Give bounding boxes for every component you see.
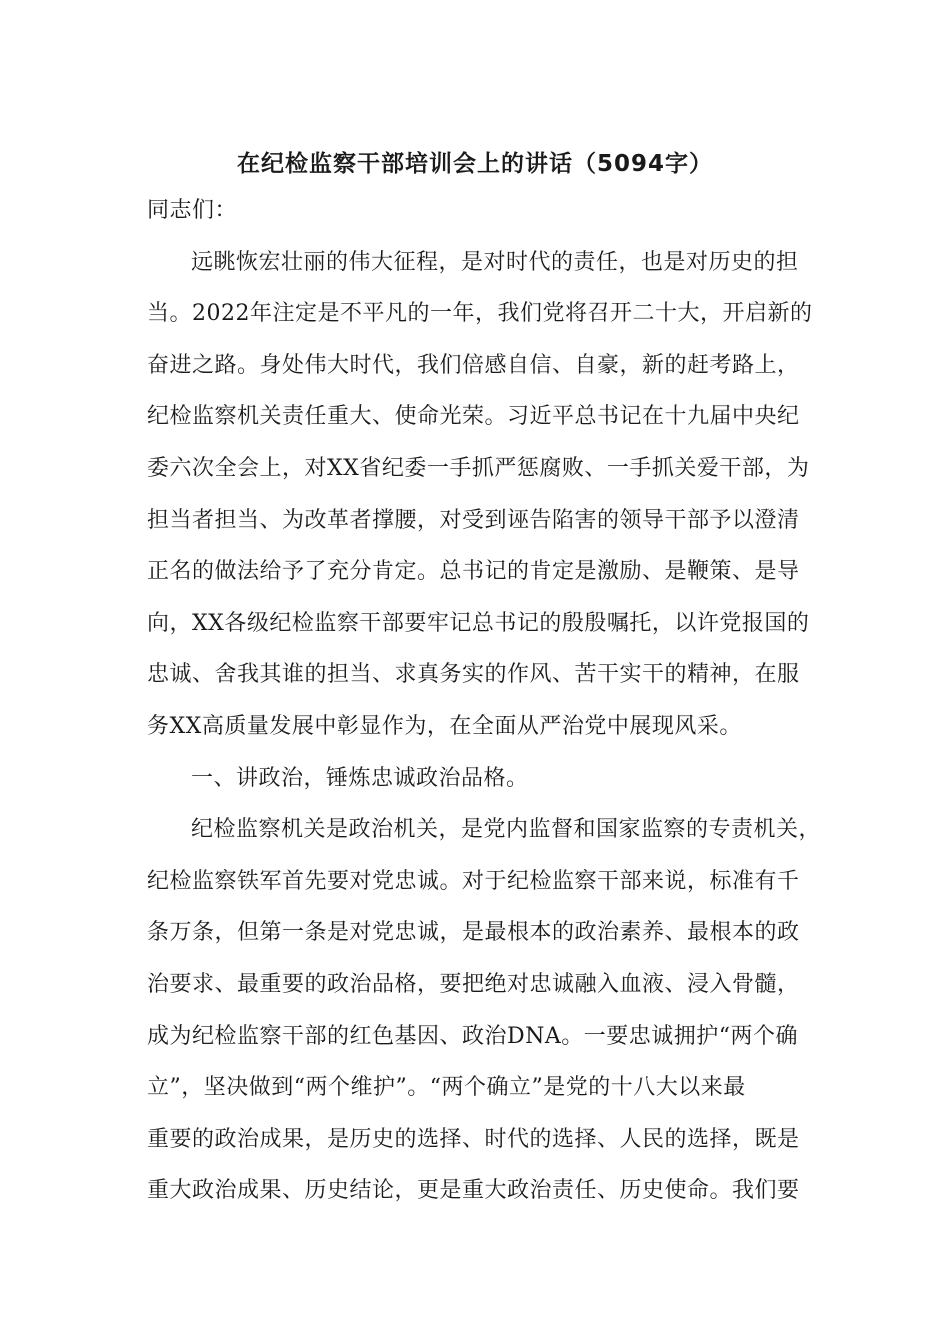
- text-line: 纪检监察机关是政治机关，是党内监督和国家监察的专责机关，: [191, 817, 822, 843]
- document-body: [147, 185, 822, 1217]
- text-line: 务XX高质量发展中彰显作为，在全面从严治党中展现风采。: [147, 713, 742, 739]
- text-line: 纪检监察铁军首先要对党忠诚。对于纪检监察干部来说，标准有千: [147, 868, 800, 894]
- text-line: 成为纪检监察干部的红色基因、政治DNA。一要忠诚拥护“两个确: [147, 1023, 799, 1049]
- text-line: 忠诚、舍我其谁的担当、求真务实的作风、苦干实干的精神，在服: [147, 662, 800, 688]
- text-line: 重要的政治成果，是历史的选择、时代的选择、人民的选择，既是: [147, 1126, 800, 1152]
- text-line: 当。2022年注定是不平凡的一年，我们党将召开二十大，开启新的: [147, 301, 813, 327]
- text-line: 同志们：: [147, 198, 238, 223]
- text-line: 向，XX各级纪检监察干部要牢记总书记的殷殷嘱托，以许党报国的: [147, 610, 810, 636]
- text-line: 纪检监察机关责任重大、使命光荣。习近平总书记在十九届中央纪: [147, 404, 800, 430]
- text-line: 正名的做法给予了充分肯定。总书记的肯定是激励、是鞭策、是导: [147, 559, 800, 585]
- text-line: 远眺恢宏壮丽的伟大征程，是对时代的责任，也是对历史的担: [191, 249, 799, 275]
- text-line: 治要求、最重要的政治品格，要把绝对忠诚融入血液、浸入骨髓，: [147, 971, 800, 997]
- text-line: 担当者担当、为改革者撑腰，对受到诬告陷害的领导干部予以澄清: [147, 507, 800, 533]
- text-line: 重大政治成果、历史结论，更是重大政治责任、历史使命。我们要: [147, 1178, 800, 1204]
- text-line: 一、讲政治，锤炼忠诚政治品格。: [191, 765, 529, 791]
- document-title: 在纪检监察干部培训会上的讲话（5094字）: [236, 151, 713, 177]
- text-line: 奋进之路。身处伟大时代，我们倍感自信、自豪，新的赶考路上，: [147, 352, 800, 378]
- text-line: 立”，坚决做到“两个维护”。“两个确立”是党的十八大以来最: [147, 1075, 746, 1101]
- text-line: 委六次全会上，对XX省纪委一手抓严惩腐败、一手抓关爱干部，为: [147, 455, 810, 481]
- text-line: 条万条，但第一条是对党忠诚，是最根本的政治素养、最根本的政: [147, 920, 800, 946]
